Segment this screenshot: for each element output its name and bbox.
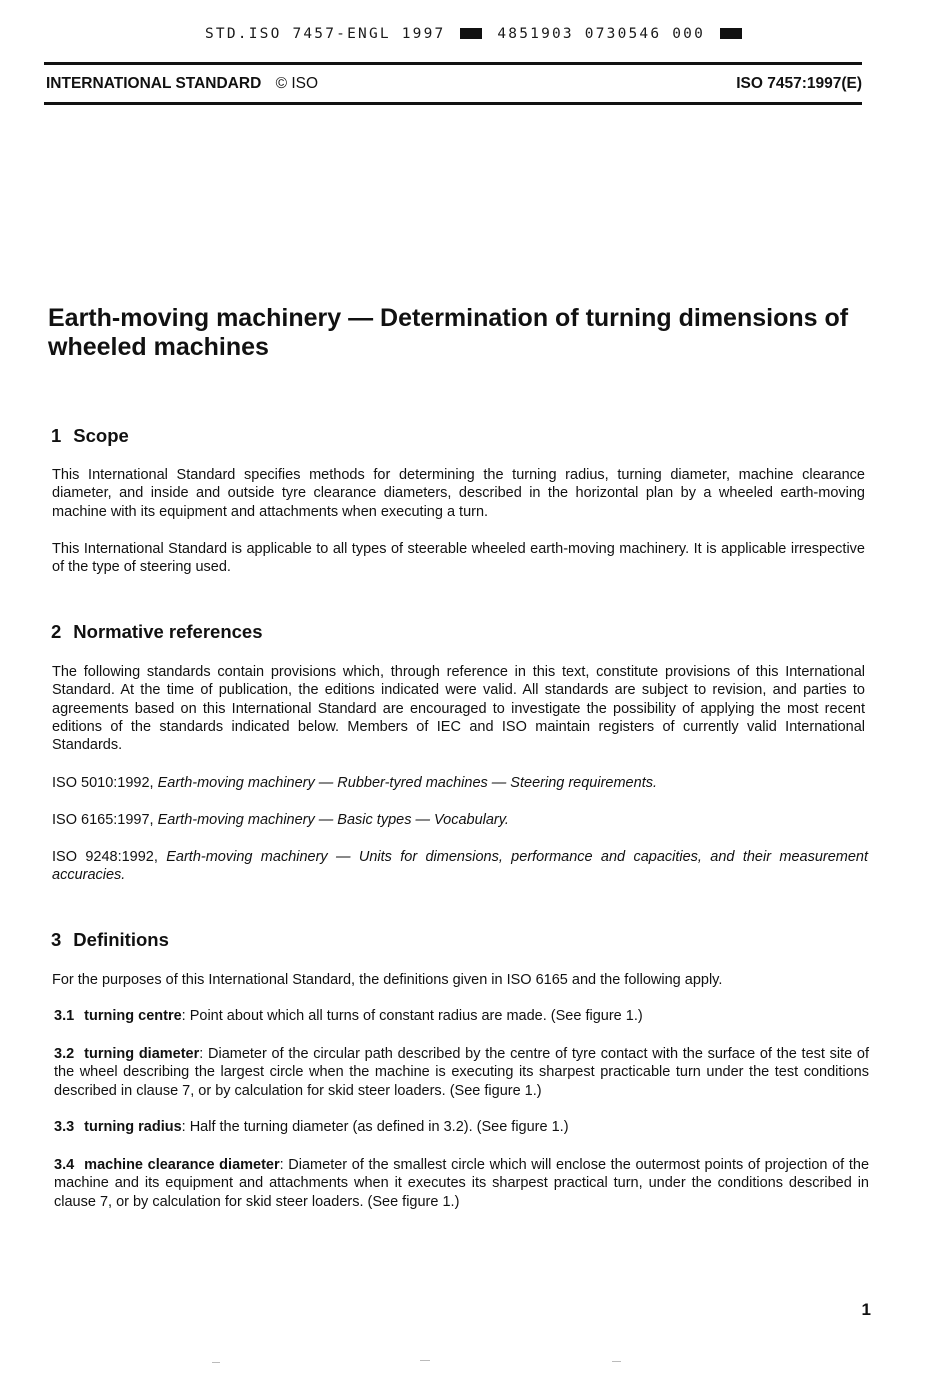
header-document-id: ISO 7457:1997(E) xyxy=(736,75,862,92)
normative-paragraph: The following standards contain provisions which, through reference in this text, constitute provisions of this International Standard. At the time of publication, the editions indicated were valid. All standards are subject to revision, and parties to agreements based on this International Standard are encouraged to investigate the possibility of applying the most recent editions of the standards indicated below. Members of IEC and ISO maintain registers of currently valid International Standards. xyxy=(52,664,865,754)
scope-paragraph-1: This International Standard specifies methods for determining the turning radius, turning diameter, machine clearance diameter, and inside and outside tyre clearance diameters, described in the horizontal plan by a wheeled earth-moving machine with its equipment and attachments when executing a turn. xyxy=(52,467,865,520)
reference-code: ISO 6165:1997, xyxy=(52,812,158,828)
section-number: 3 xyxy=(51,929,62,950)
stamp-block-mark xyxy=(460,28,482,39)
definition-text: : Diameter of the smallest circle which will enclose the outermost points of projection of the machine and its equipment and attachments when it executes its sharpest practical turn, under the conditions described in clause 7, or by calculation for skid steer loaders. (See figure 1.) xyxy=(54,1157,870,1210)
definition-number: 3.1 xyxy=(54,1008,75,1024)
header-standard-label: INTERNATIONAL STANDARD xyxy=(46,75,262,92)
definition-text: : Half the turning diameter (as defined in 3.2). (See figure 1.) xyxy=(181,1119,569,1135)
document-title: Earth-moving machinery — Determination of turning dimensions of wheeled machines xyxy=(48,304,849,361)
definition-item xyxy=(54,1118,869,1136)
stamp-block-mark-end xyxy=(720,28,742,39)
reference-title: Earth-moving machinery — Units for dimensions, performance and capacities, and their measurement accuracies. xyxy=(52,849,869,884)
scan-speck xyxy=(612,1361,621,1362)
definition-term: turning diameter xyxy=(84,1046,200,1062)
reference-code: ISO 5010:1992, xyxy=(52,775,158,791)
section-number: 1 xyxy=(51,425,62,446)
scan-speck xyxy=(212,1362,220,1363)
definition-item xyxy=(54,1007,869,1025)
document-stamp xyxy=(205,26,746,42)
section-title: Definitions xyxy=(73,929,169,950)
stamp-mid-text: 4851903 0730546 000 xyxy=(497,26,706,42)
definition-text: : Diameter of the circular path described by the centre of tyre contact with the surface of the test site of the wheel describing the largest circle when the machine is executing its sharpest practicable turn under the test conditions described in clause 7, or by calculation for skid steer loaders. (See figure 1.) xyxy=(54,1046,869,1099)
section-heading-scope xyxy=(51,425,129,447)
section-title: Scope xyxy=(73,425,129,446)
reference-code: ISO 9248:1992, xyxy=(52,849,167,865)
scan-speck xyxy=(420,1360,430,1361)
section-heading-normative-references xyxy=(51,621,263,643)
definitions-intro: For the purposes of this International Standard, the definitions given in ISO 6165 and the following apply. xyxy=(52,972,723,988)
header-rule-top xyxy=(44,62,862,65)
header-rule-bottom xyxy=(44,102,862,105)
header-left xyxy=(46,75,318,93)
reference-title: Earth-moving machinery — Basic types — Vocabulary. xyxy=(157,812,509,828)
definition-item xyxy=(54,1156,869,1211)
section-title: Normative references xyxy=(73,621,263,642)
scope-paragraph-2: This International Standard is applicable to all types of steerable wheeled earth-moving machinery. It is applicable irrespective of the type of steering used. xyxy=(52,541,865,576)
definition-text: : Point about which all turns of constant radius are made. (See figure 1.) xyxy=(181,1008,643,1024)
definition-term: turning centre xyxy=(84,1008,182,1024)
reference-title: Earth-moving machinery — Rubber-tyred machines — Steering requirements. xyxy=(157,775,657,791)
header-copyright: © ISO xyxy=(275,75,319,92)
reference-item xyxy=(52,811,868,829)
reference-item xyxy=(52,774,868,792)
stamp-left-text: STD.ISO 7457-ENGL 1997 xyxy=(205,26,446,42)
definition-number: 3.2 xyxy=(54,1046,75,1062)
definition-term: machine clearance diameter xyxy=(84,1157,280,1173)
definition-term: turning radius xyxy=(84,1119,182,1135)
definition-number: 3.3 xyxy=(54,1119,75,1135)
section-heading-definitions xyxy=(51,929,169,951)
reference-item xyxy=(52,848,868,885)
definition-item xyxy=(54,1045,869,1100)
definition-number: 3.4 xyxy=(54,1157,75,1173)
page-number: 1 xyxy=(861,1300,871,1319)
section-number: 2 xyxy=(51,621,62,642)
